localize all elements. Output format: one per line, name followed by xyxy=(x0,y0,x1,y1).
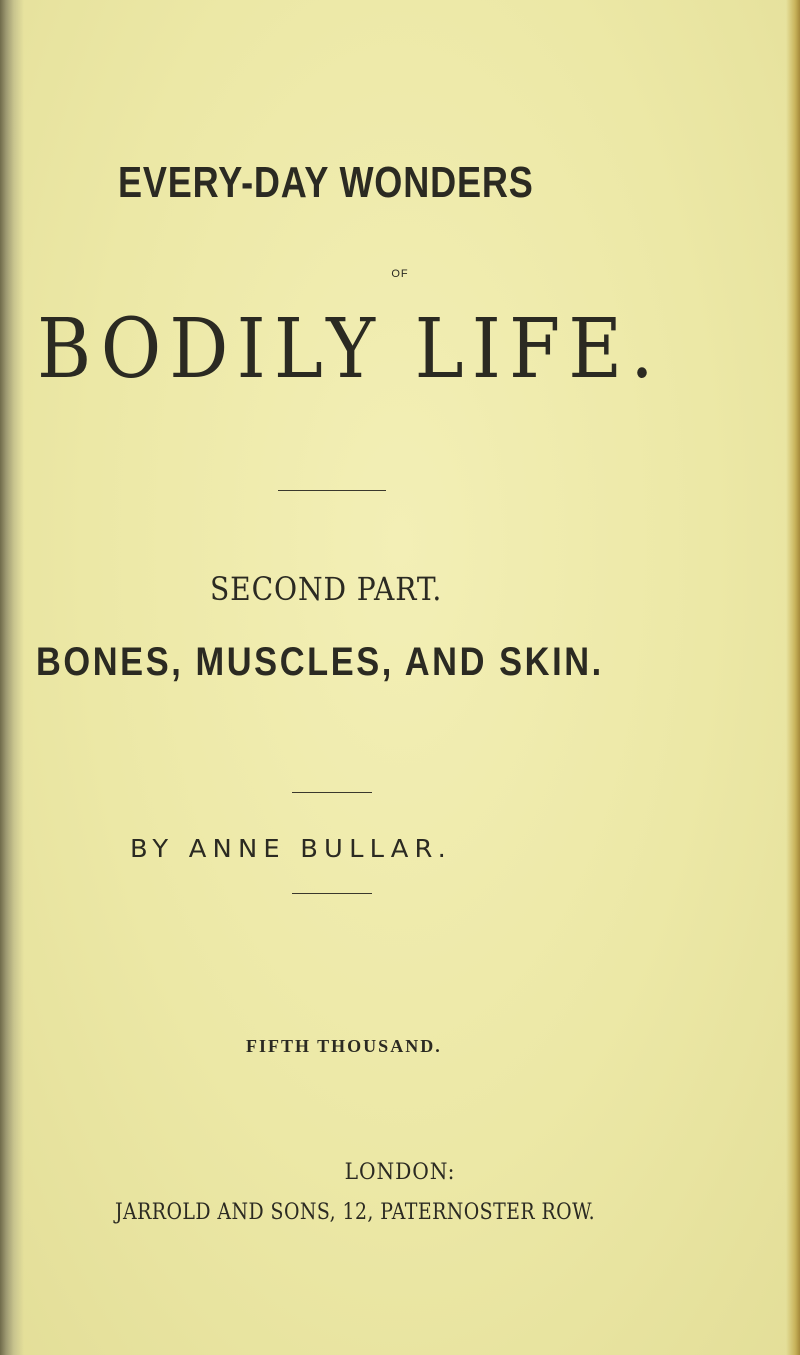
title-line-1: EVERY-DAY WONDERS xyxy=(118,158,534,207)
subject-heading: BONES, MUSCLES, AND SKIN. xyxy=(36,640,604,684)
edition-line: FIFTH THOUSAND. xyxy=(246,1036,442,1056)
imprint-city: LONDON: xyxy=(344,1160,456,1185)
page-edge xyxy=(786,0,800,1355)
part-heading: SECOND PART. xyxy=(210,570,443,608)
binding-shadow xyxy=(0,0,24,1355)
divider-rule xyxy=(292,792,372,793)
divider-rule xyxy=(292,893,372,894)
divider-rule xyxy=(278,490,386,491)
author-line: BY ANNE BULLAR. xyxy=(130,834,453,863)
title-line-2: BODILY LIFE. xyxy=(37,302,662,397)
imprint-publisher: JARROLD AND SONS, 12, PATERNOSTER ROW. xyxy=(115,1200,596,1225)
title-connector: OF xyxy=(391,268,409,280)
